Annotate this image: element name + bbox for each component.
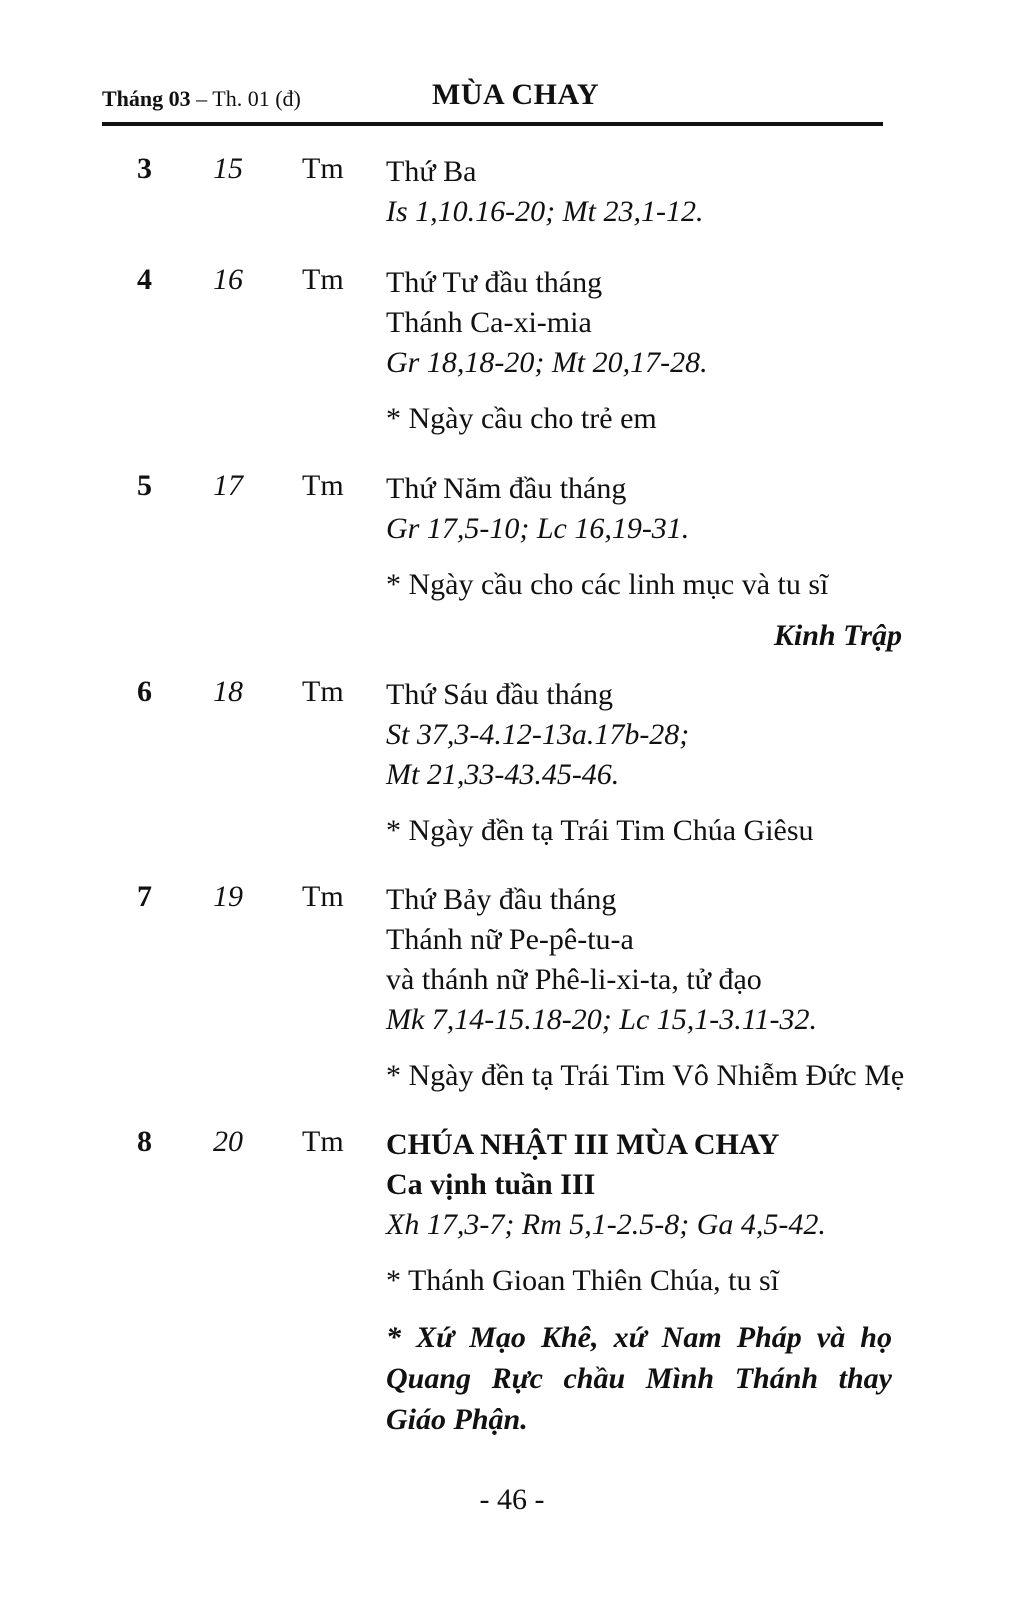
day-number: 6	[137, 675, 152, 708]
month-label	[102, 86, 301, 112]
intention-note: * Thánh Gioan Thiên Chúa, tu sĩ	[386, 1264, 780, 1297]
lunar-day: 18	[213, 675, 243, 708]
day-number: 5	[137, 469, 152, 502]
liturgical-color: Tm	[302, 152, 344, 185]
day-number: 8	[137, 1125, 152, 1158]
intention-note: * Ngày cầu cho trẻ em	[386, 402, 657, 435]
lunar-day: 17	[213, 469, 243, 502]
intention-note: * Ngày đền tạ Trái Tim Chúa Giêsu	[386, 814, 814, 847]
day-number: 7	[137, 880, 152, 913]
entry-title: Thứ Năm đầu tháng	[386, 472, 627, 505]
entry-content	[386, 880, 906, 1096]
reading: Gr 17,5-10; Lc 16,19-31.	[386, 512, 690, 545]
page-number: - 46 -	[479, 1483, 545, 1516]
entry-content	[386, 263, 906, 439]
liturgical-color: Tm	[302, 469, 344, 502]
page-header	[102, 78, 882, 122]
liturgical-color: Tm	[302, 1125, 344, 1158]
intention-note: * Ngày đền tạ Trái Tim Vô Nhiễm Đức Mẹ	[386, 1059, 905, 1092]
liturgical-color: Tm	[302, 675, 344, 708]
reading: Gr 18,18-20; Mt 20,17-28.	[386, 346, 708, 379]
lunar-day: 15	[213, 152, 243, 185]
day-number: 3	[137, 152, 152, 185]
season-title: MÙA CHAY	[432, 78, 600, 111]
saint-name: Thánh nữ Pe-pê-tu-a	[386, 923, 634, 956]
liturgical-color: Tm	[302, 263, 344, 296]
reading: Xh 17,3-7; Rm 5,1-2.5-8; Ga 4,5-42.	[386, 1208, 826, 1241]
reading: Mt 21,33-43.45-46.	[386, 758, 620, 791]
entry-title: Thứ Sáu đầu tháng	[386, 678, 614, 711]
entry-content	[386, 1125, 892, 1440]
lunar-day: 16	[213, 263, 243, 296]
entry-title: Thứ Tư đầu tháng	[386, 266, 603, 299]
month-number: Tháng 03	[102, 86, 191, 111]
solar-term: Kinh Trập	[773, 619, 902, 652]
psalter-week: Ca vịnh tuần III	[386, 1168, 596, 1201]
intention-note: * Ngày cầu cho các linh mục và tu sĩ	[386, 568, 829, 601]
header-rule	[102, 122, 883, 126]
lunar-day: 19	[213, 880, 243, 913]
reading: Is 1,10.16-20; Mt 23,1-12.	[386, 195, 704, 228]
saint-name: và thánh nữ Phê-li-xi-ta, tử đạo	[386, 963, 762, 996]
liturgical-color: Tm	[302, 880, 344, 913]
day-number: 4	[137, 263, 152, 296]
saint-name: Thánh Ca-xi-mia	[386, 306, 592, 339]
entry-title: CHÚA NHẬT III MÙA CHAY	[386, 1128, 780, 1161]
entry-content	[386, 675, 906, 851]
lunar-day: 20	[213, 1125, 243, 1158]
entry-content	[386, 152, 906, 232]
adoration-note: * Xứ Mạo Khê, xứ Nam Pháp và họ Quang Rực chầu Mình Thánh thay Giáo Phận.	[386, 1321, 892, 1436]
entry-title: Thứ Ba	[386, 155, 477, 188]
lunar-month: – Th. 01 (đ)	[190, 86, 301, 111]
entry-title: Thứ Bảy đầu tháng	[386, 883, 617, 916]
entry-content	[386, 469, 906, 605]
reading: St 37,3-4.12-13a.17b-28;	[386, 718, 690, 751]
reading: Mk 7,14-15.18-20; Lc 15,1-3.11-32.	[386, 1003, 818, 1036]
